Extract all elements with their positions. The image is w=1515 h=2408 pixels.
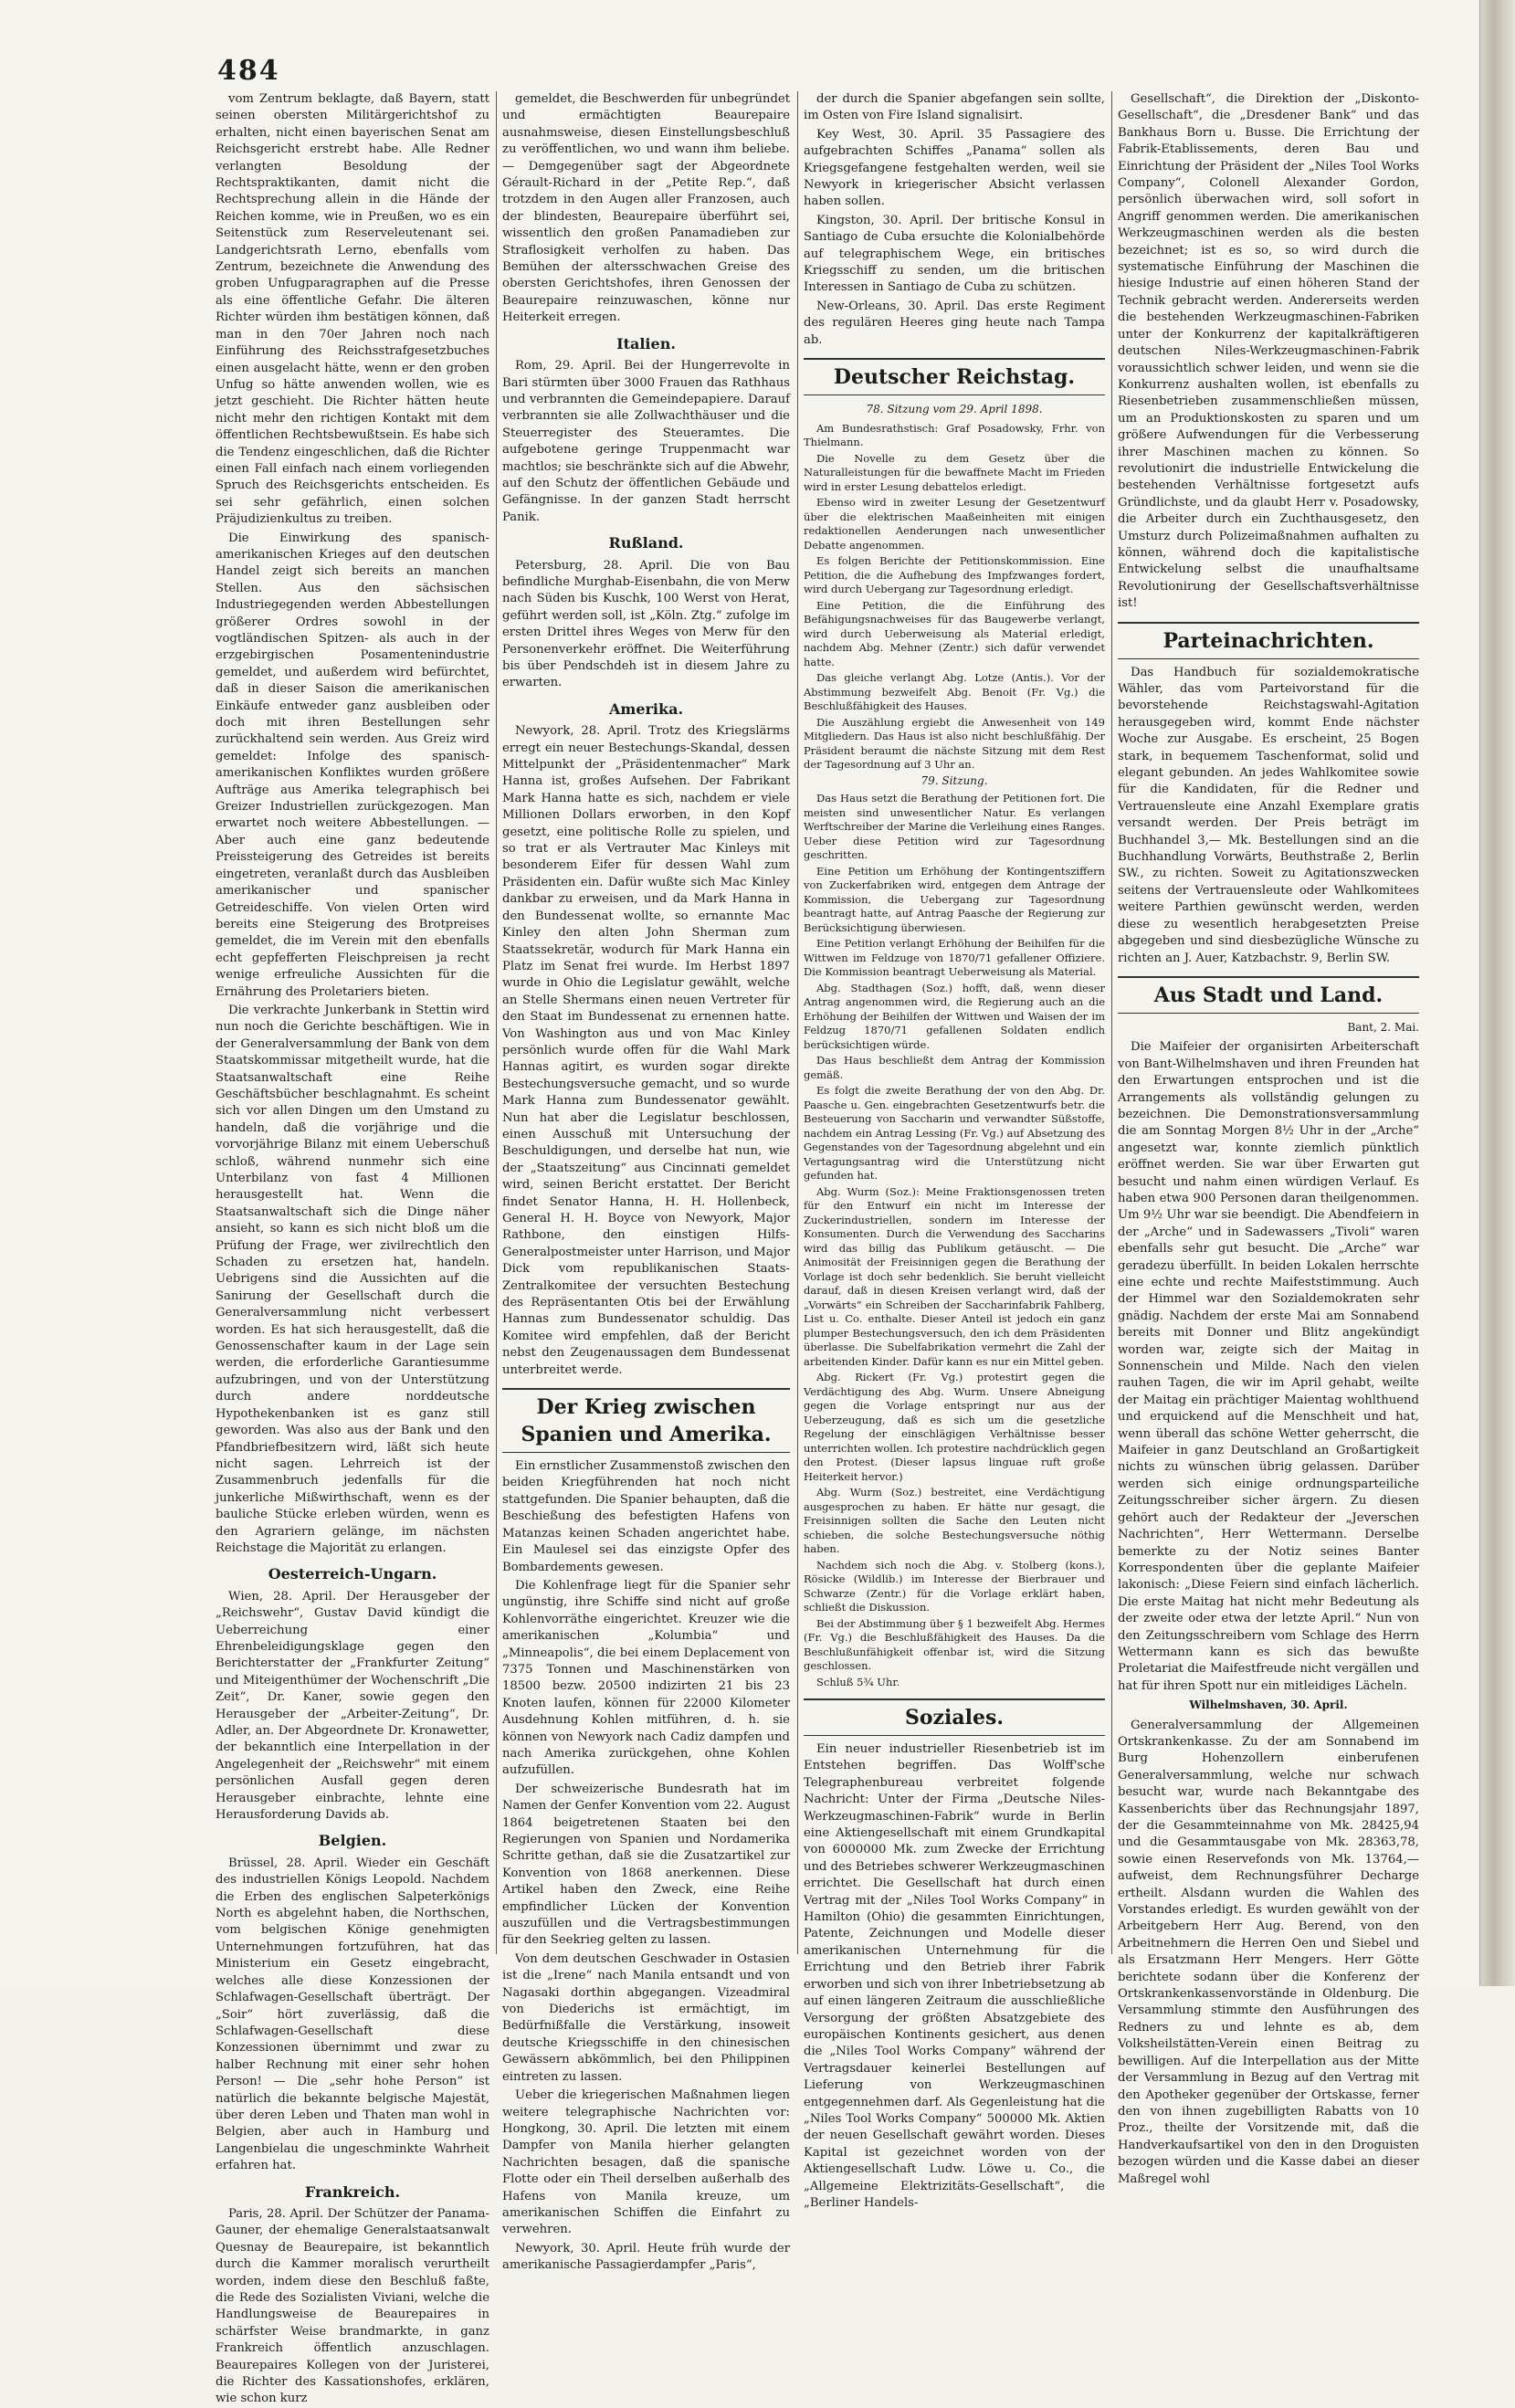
section-heading-italy: Italien.	[616, 334, 676, 352]
article-paragraph: Generalversammlung der Allgemeinen Ortskrankenkasse. Zu der am Sonnabend im Burg Hohenzollern einberufenen Generalversammlung, welche nur schwach besucht war, wurde nach Bekanntgabe des Kassenberichts über das Rechnungsjahr 1897, der die Gesammteinnahme von Mk. 28425,94 und die Gesammtausgabe von Mk. 28363,78, sowie einen Reservefonds von Mk. 13764,— aufweist, dem Rechnungsführer Decharge ertheilt. Alsdann wurden die Wahlen des Vorstandes erledigt. Es wurden gewählt von der Arbeitgebern Herr Aug. Berend, von den Arbeitnehmern die Herren Oen und Siebel und als Ersatzmann Herr Mengers. Herr Götte berichtete sodann über die Konferenz der Ortskrankenkassenvorstände in Oldenburg. Die Versammlung stimmte den Ausführungen des Redners zu und lehnte es ab, dem Volksheilstätten-Verein einen Beitrag zu bewilligen. Auf die Interpellation aus der Mitte der Versammlung in Bezug auf den Vertrag mit den Apotheker gegenüber der Ortskasse, ferner den von ihnen zugebilligten Rabatts von 10 Proz., theilte der Vorsitzende mit, daß die Handverkaufsartikel von den in den Droguisten bezogen würden und die Kasse dabei an dieser Maßregel wohl	[1118, 1718, 1419, 2186]
session-paragraph: Die Novelle zu dem Gesetz über die Naturalleistungen für die bewaffnete Macht im Frieden wird in erster Lesung debattelos erledigt.	[804, 451, 1105, 493]
session-line: 78. Sitzung vom 29. April 1898.	[866, 403, 1043, 416]
session-paragraph: Abg. Rickert (Fr. Vg.) protestirt gegen die Verdächtigung des Abg. Wurm. Unsere Abneigung gegen die Vorlage entspringt nur aus der Ueberzeugung, daß es sich um die gesetzliche Regelung der einschlägigen Verhältnisse besser unterrichten wollen. Ich protestire nachdrücklich gegen den Protest. (Dieser lapsus linguae ruft große Heiterkeit hervor.)	[804, 1371, 1105, 1483]
dateline: Bant, 2. Mai.	[1347, 1020, 1419, 1034]
article-paragraph: Petersburg, 28. April. Die von Bau befindliche Murghab-Eisenbahn, die von Merw nach Süden bis Kuschk, 100 Werst von Herat, geführt werden soll, ist „Köln. Ztg.“ zufolge im ersten Drittel ihres Weges von Merw für den Personenverkehr eröffnet. Die Weiterführung bis über Pendschdeh ist in diesem Jahre zu erwarten.	[502, 558, 790, 690]
session-paragraph: Schluß 5¾ Uhr.	[816, 1675, 900, 1688]
session-paragraph: Die Auszählung ergiebt die Anwesenheit von 149 Mitgliedern. Das Haus ist also nicht beschlußfähig. Der Präsident beraumt die nächste Sitzung mit dem Rest der Tagesordnung auf 3 Uhr an.	[804, 715, 1105, 771]
session-paragraph: Das Haus setzt die Berathung der Petitionen fort. Die meisten sind unwesentlicher Natur. Es verlangen Werftschreiber der Marine die Verleihung eines Ranges. Ueber diese Petition wird zur Tagesordnung geschritten.	[804, 792, 1105, 861]
session-paragraph: Abg. Wurm (Soz.) bestreitet, eine Verdächtigung ausgesprochen zu haben. Er hätte nur gesagt, die Freisinnigen sollten die Sache den Leuten nicht schieben, die solche Bestechungsversuche nöthig haben.	[804, 1486, 1105, 1555]
article-paragraph: Ueber die kriegerischen Maßnahmen liegen weitere telegraphische Nachrichten vor: Hongkong, 30. April. Die letzten mit einem Dampfer von Manila hierher gelangten Nachrichten besagen, daß die spanische Flotte oder ein Theil derselben außerhalb des Hafens von Manila kreuze, um amerikanischen Schiffen die Einfahrt zu verwehren.	[502, 2088, 790, 2237]
article-paragraph: New-Orleans, 30. April. Das erste Regiment des regulären Heeres ging heute nach Tampa ab.	[804, 299, 1105, 347]
section-heading-war: Der Krieg zwischen Spanien und Amerika.	[502, 1388, 790, 1453]
article-paragraph: Kingston, 30. April. Der britische Konsul in Santiago de Cuba ersuchte die Kolonialbehörde auf telegraphischem Wege, ein britisches Kriegsschiff zu senden, um die britischen Interessen in Santiago de Cuba zu schützen.	[804, 213, 1105, 295]
article-paragraph: Der schweizerische Bundesrath hat im Namen der Genfer Konvention vom 22. August 1864 beigetretenen Staaten bei den Regierungen von Spanien und Nordamerika Schritte gethan, daß sie die Zusatzartikel zur Konvention von 1868 anerkennen. Diese Artikel haben den Zweck, eine Reihe empfindlicher Lücken der Konvention auszufüllen und die Vertragsbestimmungen für den Seekrieg gelten zu lassen.	[502, 1782, 790, 1948]
article-paragraph: Von dem deutschen Geschwader in Ostasien ist die „Irene“ nach Manila entsandt und von Nagasaki dorthin abgegangen. Vizeadmiral von Diederichs ist ermächtigt, im Bedürfnißfalle die Verstärkung, insoweit deutsche Kriegsschiffe in den chinesischen Gewässern abkömmlich, bei den Philippinen eintreten zu lassen.	[502, 1951, 790, 2084]
article-paragraph: Ein ernstlicher Zusammenstoß zwischen den beiden Kriegführenden hat noch nicht stattgefunden. Die Spanier behaupten, daß die Beschießung des befestigten Hafens von Matanzas keinen Schaden angerichtet habe. Ein Maulesel sei das einzigste Opfer des Bombardements gewesen.	[502, 1459, 790, 1574]
session-paragraph: Eine Petition um Erhöhung der Kontingentsziffern von Zuckerfabriken wird, entgegen dem Antrage der Kommission, die Uebergang zur Tagesordnung beantragt hatte, auf Antrag Paasche der Regierung zur Berücksichtigung überwiesen.	[804, 864, 1105, 934]
section-heading-party: Parteinachrichten.	[1118, 622, 1419, 659]
article-paragraph: Die verkrachte Junkerbank in Stettin wird nun noch die Gerichte beschäftigen. Wie in der Generalversammlung der Bank von dem Staatskommissar mitgetheilt wurde, hat die Staatsanwaltschaft eine Reihe Geschäftsbücher beschlagnahmt. Es scheint sich vor allen Dingen um den Umstand zu handeln, daß die vorjährige und die vorvorjährige Bilanz mit einem Ueberschuß schloß, während nunmehr sich eine Unterbilanz von fast 4 Millionen herausgestellt hat. Wenn die Staatsanwaltschaft sich die Dinge näher ansieht, so kann es sich nicht bloß um die Prüfung der Frage, wer zivilrechtlich den Schaden zu ersetzen hat, handeln. Uebrigens sind die Aussichten auf die Sanirung der Gesellschaft durch die Generalversammlung nicht verbessert worden. Es hat sich herausgestellt, daß die Genossenschafter kaum in der Lage sein werden, die erforderliche Garantiesumme aufzubringen, und von der Unterstützung durch andere norddeutsche Hypothekenbanken ist es ganz still geworden. Was also aus der Bank und den Pfandbriefbesitzern wird, läßt sich heute nicht sagen. Lehrreich ist der Zusammenbruch jedenfalls für die junkerliche Mißwirthschaft, wenn es der bauliche Stücke erleben würden, wenn es den Agrariern gelänge, im nächsten Reichstage die Majorität zu erlangen.	[216, 1003, 489, 1555]
article-paragraph: Paris, 28. April. Der Schützer der Panama-Gauner, der ehemalige Generalstaatsanwalt Quesnay de Beaurepaire, ist bekanntlich durch die Kammer moralisch verurtheilt worden, indem diese den Beschluß faßte, die Rede des Sozialisten Viviani, welche die Handlungsweise de Beaurepaires in schärfster Weise brandmarkte, in ganz Frankreich öffentlich anzuschlagen. Beaurepaires Kollegen von der Juristerei, die Richter des Kassationshofes, erklären, wie schon kurz	[216, 2206, 489, 2406]
article-paragraph: Ein neuer industrieller Riesenbetrieb ist im Entstehen begriffen. Das Wolff'sche Telegraphenbureau verbreitet folgende Nachricht: Unter der Firma „Deutsche Niles-Werkzeugmaschinen-Fabrik“ wurde in Berlin eine Aktiengesellschaft mit einem Grundkapital von 6000000 Mk. zum Zwecke der Errichtung und des Betriebes schwerer Werkzeugmaschinen errichtet. Die Gesellschaft hat durch einen Vertrag mit der „Niles Tool Works Company“ in Hamilton (Ohio) die gesammten Einrichtungen, Patente, Zeichnungen und Modelle dieser amerikanischen Unternehmung für die Errichtung und den Betrieb ihrer Fabrik erworben und sich von ihrer Inbetriebsetzung ab auf einen längeren Zeitraum die ausschließliche Versorgung der größten Absatzgebiete des europäischen Kontinents gesichert, aus denen die „Niles Tool Works Company“ während der Vertragsdauer keinerlei Bestellungen auf Lieferung von Werkzeugmaschinen entgegennehmen darf. Als Gegenleistung hat die „Niles Tool Works Company“ 500000 Mk. Aktien der neuen Gesellschaft gewährt worden. Dieses Kapital ist gezeichnet worden von der Aktiengesellschaft Ludw. Löwe u. Co., die „Allgemeine Elektrizitäts-Gesellschaft“, die „Berliner Handels-	[804, 1742, 1105, 2210]
section-heading-social: Soziales.	[804, 1698, 1105, 1736]
article-paragraph: Newyork, 28. April. Trotz des Kriegslärms erregt ein neuer Bestechungs-Skandal, dessen Mittelpunkt der „Präsidentenmacher“ Mark Hanna ist, großes Aufsehen. Der Fabrikant Mark Hanna hatte es sich, nachdem er viele Millionen Dollars erworben, in den Kopf gesetzt, eine politische Rolle zu spielen, und so trat er als Vertrauter Mac Kinleys mit besonderem Eifer für dessen Wahl zum Präsidenten ein. Dafür wußte sich Mac Kinley dankbar zu erweisen, und da Mark Hanna in den Bundessenat wollte, so ernannte Mac Kinley den alten John Sherman zum Staatssekretär, wodurch für Mark Hanna ein Platz im Senat frei wurde. Im Herbst 1897 wurde in Ohio die Legislatur gewählt, welche an Stelle Shermans einen neuen Vertreter für den Staat im Bundessenat zu ernennen hatte. Von Washington aus und von Mac Kinley persönlich wurde offen für die Wahl Mark Hannas agitirt, es wurden sogar direkte Bestechungsversuche gemacht, und so wurde Mark Hanna zum Bundessenator gewählt. Nun hat aber die Legislatur beschlossen, einen Ausschuß mit Untersuchung der Beschuldigungen, und derselbe hat nun, wie der „Staatszeitung“ aus Cincinnati gemeldet wird, seinen Bericht erstattet. Der Bericht findet Senator Hanna, H. H. Hollenbeck, General H. H. Boyce von Newyork, Major Rathbone, den einstigen Hilfs-Generalpostmeister unter Harrison, und Major Dick vom republikanischen Staats-Zentralkomitee der versuchten Bestechung des Repräsentanten Otis bei der Erwählung Hannas zum Bundessenator schuldig. Das Komitee wird empfehlen, daß der Bericht nebst den Zeugenaussagen dem Bundessenat unterbreitet werde.	[502, 724, 790, 1377]
column-rule	[1111, 91, 1112, 1954]
session-paragraph: Abg. Stadthagen (Soz.) hofft, daß, wenn dieser Antrag angenommen wird, die Regierung auch an die Erhöhung der Beihilfen der Wittwen und Waisen der im Feldzug 1870/71 gefallenen Soldaten endlich berücksichtigen würde.	[804, 981, 1105, 1051]
article-paragraph: der durch die Spanier abgefangen sein sollte, im Osten von Fire Island signalisirt.	[804, 92, 1105, 123]
article-paragraph: Gesellschaft“, die Direktion der „Diskonto-Gesellschaft“, die „Dresdener Bank“ und das Bankhaus Born u. Busse. Die Errichtung der Fabrik-Etablissements, deren Bau und Einrichtung der Präsident der „Niles Tool Works Company“, Colonell Alexander Gordon, persönlich überwachen wird, soll sofort in Angriff genommen werden. Die amerikanischen Werkzeugmaschinen werden als die besten bezeichnet; ist es so, so wird durch die systematische Einführung der Maschinen die hiesige Industrie auf einen höheren Stand der Technik gebracht werden. Andererseits werden die bestehenden Werkzeugmaschinen-Fabriken unter der Konkurrenz der kapitalkräftigeren deutschen Niles-Werkzeugmaschinen-Fabrik voraussichtlich schwer leiden, und wenn sie die Konkurrenz aushalten wollen, ist ebenfalls zu Riesenbetrieben zusammenschließen müssen, um an Produktionskosten zu sparen und um größere Aufwendungen für die Verbesserung ihrer Maschinen machen zu können. So revolutionirt die industrielle Entwickelung die bestehenden Verhältnisse fortgesetzt aufs Gründlichste, und da glaubt Herr v. Posadowsky, die Arbeiter durch ein Zuchthausgesetz, den Umsturz durch Polizeimaßnahmen aufhalten zu können, während doch die kapitalistische Entwickelung selbst die unaufhaltsame Revolutionirung der Gesellschaftsverhältnisse ist!	[1118, 92, 1419, 611]
column-4	[1118, 91, 1419, 2186]
book-binding-edge	[1479, 0, 1515, 1986]
article-paragraph: Die Einwirkung des spanisch-amerikanischen Krieges auf den deutschen Handel zeigt sich bereits an manchen Stellen. Aus den sächsischen Industriegegenden werden Abbestellungen größerer Ordres sowohl in der vogtländischen Spitzen- als auch in der erzgebirgischen Posamentenindustrie gemeldet, und außerdem wird befürchtet, daß in dieser Saison die amerikanischen Einkäufe entweder ganz ausbleiben oder doch mit ihren Bestellungen sehr zurückhaltend sein werden. Aus Greiz wird gemeldet: Infolge des spanisch-amerikanischen Konfliktes wurden größere Aufträge aus Amerika telegraphisch bei Greizer Industriellen zurückgezogen. Man erwartet noch weitere Abbestellungen. — Aber auch eine ganz bedeutende Preissteigerung des Getreides ist bereits eingetreten, veranlaßt durch das Ausbleiben amerikanischer und spanischer Getreideschiffe. Von vielen Orten wird bereits eine Steigerung des Brotpreises gemeldet, die im Verein mit den ebenfalls echt gepfefferten Fleischpreisen ja recht wenige erfreuliche Aussichten für die Ernährung des Proletariers bieten.	[216, 531, 489, 999]
session-paragraph: Es folgt die zweite Berathung der von den Abg. Dr. Paasche u. Gen. eingebrachten Gesetzentwurfs betr. die Besteuerung von Saccharin und verwandter Süßstoffe, nachdem ein Antrag Lessing (Fr. Vg.) auf Absetzung des Gegenstandes von der Tagesordnung abgelehnt und ein Vertagungsantrag wird die Unterstützung nicht gefunden hat.	[804, 1084, 1105, 1182]
session-line: 79. Sitzung.	[921, 773, 988, 787]
section-heading-local: Aus Stadt und Land.	[1118, 976, 1419, 1014]
dateline: Wilhelmshaven, 30. April.	[1189, 1698, 1348, 1712]
session-paragraph: Das Haus beschließt dem Antrag der Kommission gemäß.	[804, 1054, 1105, 1081]
section-heading-belgium: Belgien.	[318, 1832, 387, 1850]
column-rule	[496, 91, 497, 1954]
session-paragraph: Eine Petition verlangt Erhöhung der Beihilfen für die Wittwen im Feldzuge von 1870/71 gefallener Offiziere. Die Kommission beantragt Ueberweisung als Material.	[804, 937, 1105, 978]
session-paragraph: Abg. Wurm (Soz.): Meine Fraktionsgenossen treten für den Entwurf ein nicht im Interesse der Zuckerindustriellen, sondern im Interesse der Konsumenten. Durch die Verwendung des Saccharins wird das billig das Publikum getäuscht. — Die Animosität der Freisinnigen gegen die Berathung der Vorlage ist doch sehr bedenklich. Sie beruht vielleicht darauf, daß in diesen Kreisen verlangt wird, daß der „Vorwärts“ ein Schreiben der Saccharinfabrik Fahlberg, List u. Co. enthalte. Dieser Anteil ist jedoch ein ganz plumper Bestechungsversuch, den ich dem Präsidenten überlasse. Die Subelfabrikation vermehrt die Zahl der arbeitenden Kinder. Dafür kann es nur ein Mittel geben.	[804, 1184, 1105, 1368]
article-paragraph: vom Zentrum beklagte, daß Bayern, statt seinen obersten Militärgerichtshof zu erhalten, nicht einen bayerischen Senat am Reichsgericht erstrebt habe. Alle Redner verlangten Besoldung der Rechtspraktikanten, damit nicht die Rechtsprechung allein in die Hände der Reichen komme, wie in Preußen, wo es ein Seitenstück zum Reserveleutenant sei. Landgerichtsrath Lerno, ebenfalls vom Zentrum, bezeichnete die Anwendung des groben Unfugparagraphen auf die Presse als eine öffentliche Gefahr. Die älteren Richter würden ihm bestätigen können, daß man in den 70er Jahren noch nach Einführung des Reichsstrafgesetzbuches einen ausgelacht hätte, wenn er den groben Unfug so hätte anwenden wollen, wie es jetzt geschieht. Die Richter hätten heute nicht mehr den richtigen Kontakt mit dem öffentlichen Rechtsbewußtsein. Es habe sich die Tendenz eingeschlichen, daß die Richter einen Fall einfach nach einem vorliegenden Spruch des Reichsgerichts entscheiden. Es sei sehr gefährlich, einen solchen Präjudizienkultus zu treiben.	[216, 92, 489, 527]
column-1	[216, 91, 489, 2406]
article-paragraph: Key West, 30. April. 35 Passagiere des aufgebrachten Schiffes „Panama“ sollen als Kriegsgefangene festgehalten werden, weil sie Newyork in kriegerischer Absicht verlassen haben sollen.	[804, 127, 1105, 209]
article-paragraph: Die Maifeier der organisirten Arbeiterschaft von Bant-Wilhelmshaven und ihren Freunden hat den Erwartungen entsprochen und ist die Arrangements als vollständig gelungen zu bezeichnen. Die Demonstrationsversammlung die am Sonntag Morgen 8½ Uhr in der „Arche“ angesetzt war, konnte ziemlich pünktlich eröffnet werden. Sie war über Erwarten gut besucht und nahm einen würdigen Verlauf. Es haben etwa 900 Personen daran theilgenommen. Um 9½ Uhr war sie beendigt. Die Abendfeiern in der „Arche“ und in Sadewassers „Tivoli“ waren ebenfalls sehr gut besucht. Die „Arche“ war geradezu überfüllt. In beiden Lokalen herrschte eine echte und rechte Maifeststimmung. Auch der Himmel war den Sozialdemokraten sehr gnädig. Nachdem der erste Mai am Sonnabend bereits mit Donner und Blitz angekündigt worden war, zeigte sich der Maitag in Sonnenschein und Milde. Nach den vielen rauhen Tagen, die wir im April gehabt, weilte der Maitag ein prächtiger Maientag wohlthuend und erquickend auf die Menschheit und hat, wenn überall das schöne Wetter geherrscht, die Maifeier in ganz Deutschland an Großartigkeit nichts zu wünschen übrig gelassen. Darüber werden sich einige ordnungsparteiliche Zeitungsschreiber sicher ärgern. Zu diesen gehört auch der Redakteur der „Jeverschen Nachrichten“, Herr Wettermann. Derselbe bemerkte zu der Notiz seines Banter Korrespondenten über die geplante Maifeier lakonisch: „Diese Feiern sind einfach lächerlich. Die erste Maitag hat nicht mehr Bedeutung als der zweite oder etwa der letzte April.“ Nun von den Zeitungsschreibern vom Schlage des Herrn Wettermann kann es sich das bewußte Proletariat die Maifestfreude nicht vergällen und hat für ihren Spott nur ein mitleidiges Lächeln.	[1118, 1040, 1419, 1693]
article-paragraph: gemeldet, die Beschwerden für unbegründet und ermächtigten Beaurepaire ausnahmsweise, diesen Einstellungsbeschluß zu veröffentlichen, wo und wann ihm beliebe. — Demgegenüber sagt der Abgeordnete Gérault-Richard in der „Petite Rep.“, daß trotzdem in den Augen aller Franzosen, auch der blindesten, Beaurepaire überführt sei, wissentlich den großen Panamadieben zur Straflosigkeit verholfen zu haben. Das Bemühen der altersschwachen Greise des obersten Gerichtshofes, ihren Genossen der Beaurepaire reinzuwaschen, könne nur Heiterkeit erregen.	[502, 92, 790, 325]
session-paragraph: Ebenso wird in zweiter Lesung der Gesetzentwurf über die elektrischen Maaßeinheiten mit einigen redaktionellen Aenderungen nach unwesentlicher Debatte angenommen.	[804, 496, 1105, 552]
session-paragraph: Bei der Abstimmung über § 1 bezweifelt Abg. Hermes (Fr. Vg.) die Beschlußfähigkeit des Hauses. Da die Beschlußunfähigkeit offenbar ist, wird die Sitzung geschlossen.	[804, 1616, 1105, 1672]
article-paragraph: Die Kohlenfrage liegt für die Spanier sehr ungünstig, ihre Schiffe sind nicht auf große Kohlenvorräthe eingerichtet. Kreuzer wie die amerikanischen „Kolumbia“ und „Minneapolis“, die bei einem Deplacement von 7375 Tonnen und Maschinenstärken von 18500 bezw. 20500 indizirten 21 bis 23 Knoten laufen, können für 22000 Kilometer Ausdehnung Kohlen mitführen, d. h. sie können von Newyork nach Cadiz dampfen und nach Amerika zurückgehen, ohne Kohlen aufzufüllen.	[502, 1578, 790, 1778]
section-heading-france: Frankreich.	[304, 2182, 401, 2201]
page-number: 484	[217, 55, 280, 87]
column-2	[502, 91, 790, 2273]
session-paragraph: Nachdem sich noch die Abg. v. Stolberg (kons.), Rösicke (Wildlib.) im Interesse der Bierbrauer und Schwarze (Zentr.) für die Vorlage erklärt haben, schließt die Diskussion.	[804, 1558, 1105, 1614]
article-paragraph: Wien, 28. April. Der Herausgeber der „Reichswehr“, Gustav David kündigt die Ueberreichung einer Ehrenbeleidigungsklage gegen den Berichterstatter der „Frankfurter Zeitung“ und Miteigenthümer der Wochenschrift „Die Zeit“, Dr. Kaner, sowie gegen den Herausgeber der „Arbeiter-Zeitung“, Dr. Adler, an. Der Abgeordnete Dr. Kronawetter, der bekanntlich eine Interpellation in der Angelegenheit der „Reichswehr“ mit einem persönlichen Ausfall gegen deren Herausgeber einbrachte, lehnte eine Herausforderung Davids ab.	[216, 1589, 489, 1823]
session-paragraph: Das gleiche verlangt Abg. Lotze (Antis.). Vor der Abstimmung bezweifelt Abg. Benoit (Fr. Vg.) die Beschlußfähigkeit des Hauses.	[804, 671, 1105, 712]
column-rule	[797, 91, 798, 1954]
column-3	[804, 91, 1105, 2210]
session-paragraph: Eine Petition, die die Einführung des Befähigungsnachweises für das Baugewerbe verlangt, wird durch Ueberweisung als Material erledigt, nachdem Abg. Mehner (Zentr.) sich dafür verwendet hatte.	[804, 598, 1105, 668]
article-paragraph: Das Handbuch für sozialdemokratische Wähler, das vom Parteivorstand für die bevorstehende Reichstagswahl-Agitation herausgegeben wird, kommt Ende nächster Woche zur Ausgabe. Es erscheint, 25 Bogen stark, in bequemem Taschenformat, solid und elegant gebunden. An jedes Wahlkomitee sowie für die Kandidaten, für die Redner und Vertrauensleute eine Anzahl Exemplare gratis versandt werden. Der Preis beträgt im Buchhandel 3,— Mk. Bestellungen sind an die Buchhandlung Vorwärts, Beuthstraße 2, Berlin SW., zu richten. Soweit zu Agitationszwecken seitens der Vertrauensleute oder Wahlkomitees weitere Parthien gewünscht werden, werden diese zu wesentlich herabgesetzten Preise abgegeben und sind diesbezügliche Wünsche zu richten an J. Auer, Katzbachstr. 9, Berlin SW.	[1118, 665, 1419, 965]
section-heading-russia: Rußland.	[608, 534, 684, 552]
article-paragraph: Brüssel, 28. April. Wieder ein Geschäft des industriellen Königs Leopold. Nachdem die Erben des englischen Salpeterkönigs North es abgelehnt haben, die Northschen, vom belgischen Könige genehmigten Unternehmungen fortzuführen, hat das Ministerium ein Gesetz eingebracht, welches alle diese Konzessionen der Schlafwagen-Gesellschaft überträgt. Der „Soir“ hört zuverlässig, daß die Schlafwagen-Gesellschaft diese Konzessionen übernimmt und zwar zu halber Rechnung mit einer sehr hohen Person! — Die „sehr hohe Person“ ist natürlich die bekannte belgische Majestät, über deren Leben und Thaten man wohl in Belgien, aber auch in Hamburg und Langenbielau die ungeschminkte Wahrheit erfahren hat.	[216, 1856, 489, 2173]
article-paragraph: Rom, 29. April. Bei der Hungerrevolte in Bari stürmten über 3000 Frauen das Rathhaus und verbrannten die Gemeindepapiere. Darauf verbrannten sie alle Zollwachthäuser und die Steuerregister des Steueramtes. Die aufgebotene geringe Truppenmacht war machtlos; sie beschränkte sich auf die Abwehr, auf den Schutz der öffentlichen Gebäude und Gefängnisse. In der ganzen Stadt herrscht Panik.	[502, 359, 790, 524]
session-paragraph: Am Bundesrathstisch: Graf Posadowsky, Frhr. von Thielmann.	[804, 421, 1105, 448]
article-paragraph: Newyork, 30. April. Heute früh wurde der amerikanische Passagierdampfer „Paris“,	[502, 2241, 790, 2273]
section-heading-reichstag: Deutscher Reichstag.	[804, 358, 1105, 395]
section-heading-austria: Oesterreich-Ungarn.	[268, 1565, 437, 1583]
section-heading-america: Amerika.	[608, 699, 684, 718]
session-paragraph: Es folgen Berichte der Petitionskommission. Eine Petition, die die Aufhebung des Impfzwanges fordert, wird durch Uebergang zur Tagesordnung erledigt.	[804, 554, 1105, 595]
